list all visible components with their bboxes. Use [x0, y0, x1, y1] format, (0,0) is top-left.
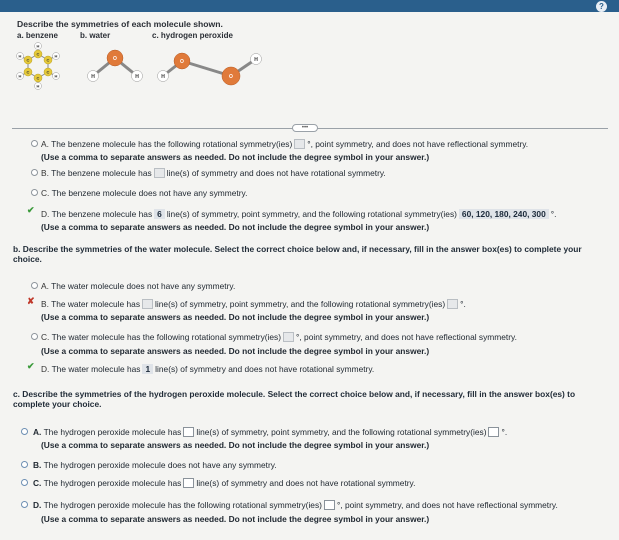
svg-text:C: C — [46, 69, 50, 75]
top-bar — [0, 0, 619, 12]
svg-text:H: H — [36, 43, 40, 49]
answer-box[interactable] — [154, 168, 165, 178]
label-benzene: a. benzene — [17, 31, 58, 40]
radio-a-option-a[interactable] — [31, 140, 38, 147]
answer-box[interactable] — [142, 299, 153, 309]
part-b-prompt: b. Describe the symmetries of the water molecule. Select the correct choice below and, if necessary, fill in the answer box(es) to complete your choice. — [13, 244, 582, 264]
svg-text:H: H — [161, 74, 165, 80]
svg-text:C: C — [36, 51, 40, 57]
svg-text:C: C — [26, 69, 30, 75]
part-b-option-c: C. The water molecule has the following rotational symmetry(ies) °, point symmetry, and does not have reflectional symmetry. — [41, 332, 517, 342]
label-hydrogen-peroxide: c. hydrogen peroxide — [152, 31, 233, 40]
svg-text:H: H — [18, 73, 22, 79]
more-options-icon[interactable]: ••• — [292, 124, 318, 132]
part-a-option-b: B. The benzene molecule has line(s) of symmetry and does not have rotational symmetry. — [41, 168, 386, 178]
part-c-option-d-hint: (Use a comma to separate answers as needed. Do not include the degree symbol in your answer.) — [41, 514, 430, 524]
part-c-prompt: c. Describe the symmetries of the hydrogen peroxide molecule. Select the correct choice below and, if necessary, fill in the answer box(es) to complete your choice. — [13, 389, 576, 409]
radio-c-option-c[interactable] — [21, 479, 28, 486]
answer-box[interactable] — [183, 478, 194, 488]
svg-text:H: H — [135, 74, 139, 80]
answer-box[interactable] — [183, 427, 194, 437]
radio-b-option-c[interactable] — [31, 333, 38, 340]
svg-text:C: C — [46, 57, 50, 63]
svg-text:O: O — [113, 56, 117, 62]
question-header: Describe the symmetries of each molecule shown. — [17, 19, 223, 29]
part-b-option-c-hint: (Use a comma to separate answers as needed. Do not include the degree symbol in your answer.) — [41, 346, 430, 356]
part-a-option-c: C. The benzene molecule does not have any symmetry. — [41, 188, 248, 198]
part-b-option-a: A. The water molecule does not have any symmetry. — [41, 281, 236, 291]
x-mark-icon: ✘ — [27, 296, 35, 306]
answer-lines-value[interactable]: 6 — [154, 209, 165, 219]
radio-c-option-b[interactable] — [21, 461, 28, 468]
svg-text:C: C — [26, 57, 30, 63]
water-molecule — [88, 50, 143, 82]
label-water: b. water — [80, 31, 111, 40]
svg-text:O: O — [229, 74, 233, 80]
part-c-option-d: D. The hydrogen peroxide molecule has the following rotational symmetry(ies) °, point symmetry, and does not have reflectional symmetry. — [33, 500, 558, 510]
checkmark-icon: ✔ — [27, 361, 35, 371]
answer-box[interactable] — [447, 299, 458, 309]
hydrogen-peroxide-molecule — [158, 53, 262, 85]
svg-text:O: O — [180, 59, 184, 65]
benzene-molecule — [17, 43, 60, 90]
part-c-option-c: C. The hydrogen peroxide molecule has line(s) of symmetry and does not have rotational symmetry. — [33, 478, 416, 488]
svg-text:H: H — [54, 53, 58, 59]
answer-box[interactable] — [283, 332, 294, 342]
part-a-option-a: A. The benzene molecule has the following rotational symmetry(ies) °, point symmetry, and does not have reflectional symmetry. — [41, 139, 529, 149]
radio-a-option-b[interactable] — [31, 169, 38, 176]
molecule-illustrations — [0, 40, 300, 115]
svg-text:H: H — [18, 53, 22, 59]
part-c-option-b: B. The hydrogen peroxide molecule does not have any symmetry. — [33, 460, 277, 470]
part-a-option-d: D. The benzene molecule has 6 line(s) of symmetry, point symmetry, and the following rotational symmetry(ies) 60, 120, 180, 240, 300 °. — [41, 209, 557, 219]
radio-c-option-d[interactable] — [21, 501, 28, 508]
answer-box[interactable] — [324, 500, 335, 510]
part-c-option-a: A. The hydrogen peroxide molecule has line(s) of symmetry, point symmetry, and the following rotational symmetry(ies) °. — [33, 427, 508, 437]
svg-text:C: C — [36, 75, 40, 81]
part-c-option-a-hint: (Use a comma to separate answers as needed. Do not include the degree symbol in your answer.) — [41, 440, 430, 450]
radio-a-option-c[interactable] — [31, 189, 38, 196]
answer-rotations-value[interactable]: 60, 120, 180, 240, 300 — [459, 209, 549, 219]
answer-box[interactable] — [294, 139, 305, 149]
help-icon[interactable]: ? — [596, 1, 607, 12]
svg-text:H: H — [54, 73, 58, 79]
part-a-option-d-hint: (Use a comma to separate answers as needed. Do not include the degree symbol in your answer.) — [41, 222, 430, 232]
radio-c-option-a[interactable] — [21, 428, 28, 435]
svg-text:H: H — [91, 74, 95, 80]
answer-lines-value[interactable]: 1 — [142, 364, 153, 374]
answer-box[interactable] — [488, 427, 499, 437]
svg-text:H: H — [254, 57, 258, 63]
radio-b-option-a[interactable] — [31, 282, 38, 289]
part-b-option-b: B. The water molecule has line(s) of symmetry, point symmetry, and the following rotational symmetry(ies) °. — [41, 299, 466, 309]
part-b-option-d: D. The water molecule has 1 line(s) of symmetry and does not have rotational symmetry. — [41, 364, 375, 374]
checkmark-icon: ✔ — [27, 205, 35, 215]
svg-text:H: H — [36, 83, 40, 89]
part-a-option-a-hint: (Use a comma to separate answers as needed. Do not include the degree symbol in your answer.) — [41, 152, 430, 162]
part-b-option-b-hint: (Use a comma to separate answers as needed. Do not include the degree symbol in your answer.) — [41, 312, 430, 322]
